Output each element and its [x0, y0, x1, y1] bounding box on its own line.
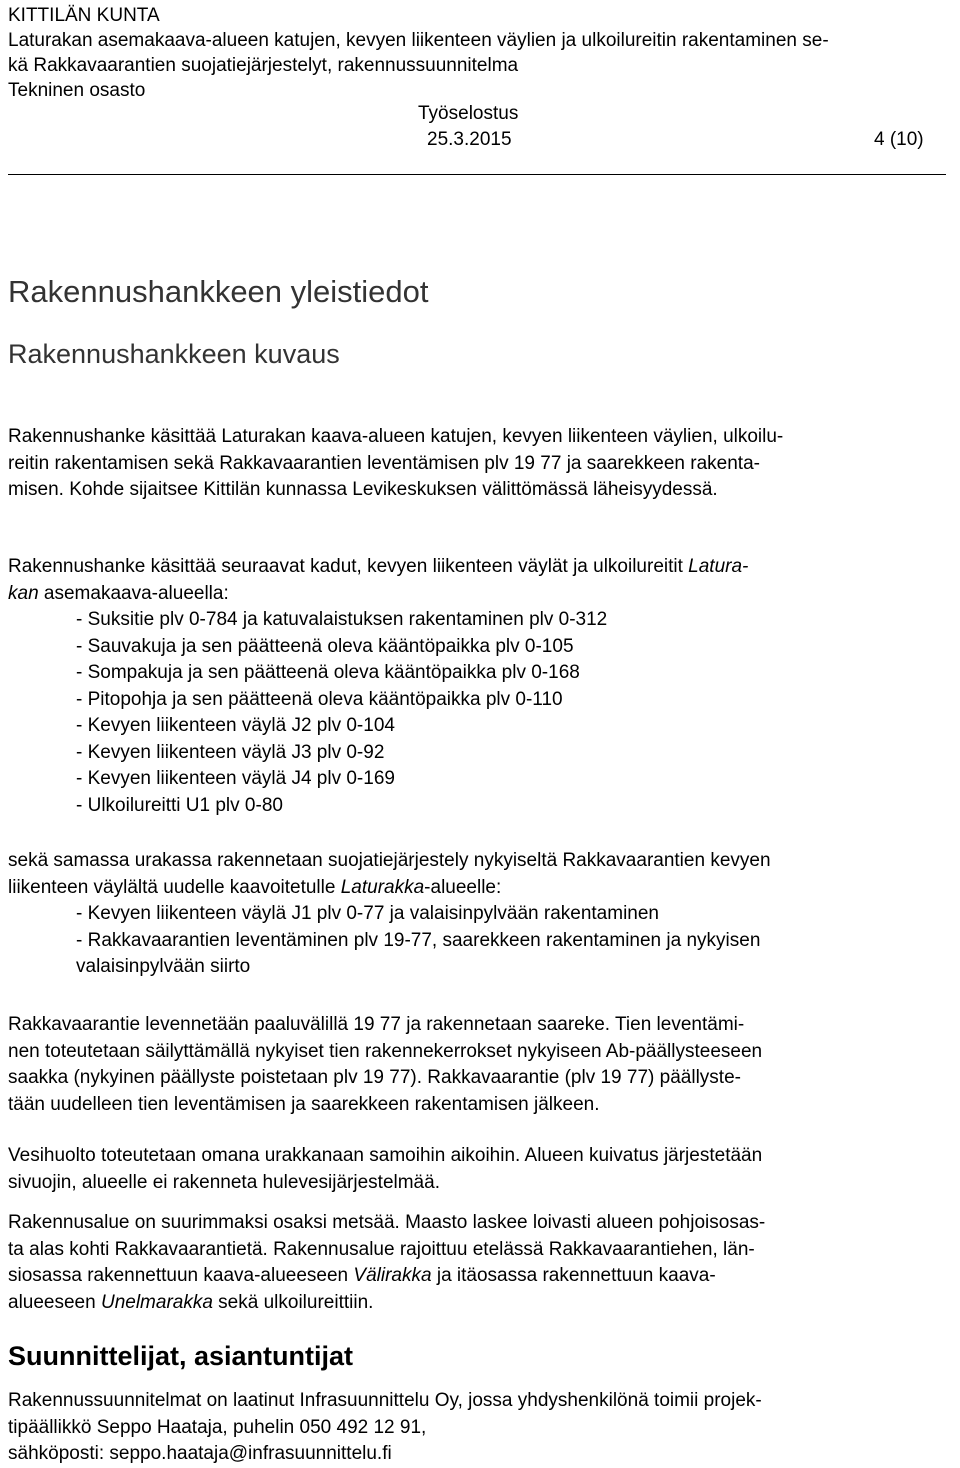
list-item: - Sompakuja ja sen päätteenä oleva kääntöpaikka plv 0-168 [76, 662, 580, 683]
text-line [8, 1290, 952, 1317]
paragraph-streets [8, 554, 952, 819]
text-span: asemakaava-alueella: [38, 582, 229, 604]
text-line [8, 875, 952, 902]
text-line: nen toteutetaan säilyttämällä nykyiset tien rakennekerrokset nykyiseen Ab-päällysteeseen [8, 1040, 763, 1062]
text-line: sivuojin, alueelle ei rakenneta hulevesijärjestelmää. [8, 1171, 440, 1193]
header-project-line2: kä Rakkavaarantien suojatiejärjestelyt, rakennussuunnitelma [8, 55, 519, 76]
paragraph-description [8, 424, 952, 504]
text-line: saakka (nykyinen päällyste poistetaan plv 19 77). Rakkavaarantie (plv 19 77) päällyste- [8, 1067, 741, 1088]
heading-2: Rakennushankkeen kuvaus [8, 339, 340, 369]
text-line [8, 581, 952, 608]
header-project-line1: Laturakan asemakaava-alueen katujen, kevyen liikenteen väylien ja ulkoilureitin rakentaminen se- [8, 30, 829, 51]
text-span: liikenteen väylältä uudelle kaavoitetulle [8, 876, 341, 898]
list-item: - Pitopohja ja sen päätteenä oleva kääntöpaikka plv 0-110 [76, 688, 563, 710]
list-item: - Kevyen liikenteen väylä J2 plv 0-104 [76, 715, 395, 736]
text-line: tään uudelleen tien leventämisen ja saarekkeen rakentamisen jälkeen. [8, 1093, 600, 1115]
header-date: 25.3.2015 [427, 129, 512, 150]
text-span: ja itäosassa rakennettuun kaava- [431, 1265, 716, 1286]
text-span: -alueelle: [424, 876, 502, 898]
text-line [8, 554, 952, 581]
header-department: Tekninen osasto [8, 80, 146, 101]
email-line: sähköposti: seppo.haataja@infrasuunnittelu.fi [8, 1443, 392, 1464]
list-item: - Suksitie plv 0-784 ja katuvalaistuksen rakentaminen plv 0-312 [76, 609, 608, 630]
list-item: - Kevyen liikenteen väylä J1 plv 0-77 ja valaisinpylvään rakentaminen [76, 903, 659, 924]
header-doc-type: Työselostus [418, 103, 519, 124]
list-item: - Kevyen liikenteen väylä J4 plv 0-169 [76, 768, 395, 789]
text-span: Rakennushanke käsittää seuraavat kadut, kevyen liikenteen väylät ja ulkoilureitit [8, 556, 689, 577]
header-page-number: 4 (10) [874, 129, 924, 150]
list-item: - Kevyen liikenteen väylä J3 plv 0-92 [76, 741, 385, 763]
text-line [8, 1263, 952, 1290]
text-line: Rakennusalue on suurimmaksi osaksi metsää. Maasto laskee loivasti alueen pohjoisosas- [8, 1212, 766, 1233]
header-divider [8, 174, 946, 175]
list-item-continuation: valaisinpylvään siirto [76, 956, 251, 977]
italic-text: Laturakka [340, 876, 425, 898]
text-line: Rakennussuunnitelmat on laatinut Infrasuunnittelu Oy, jossa yhdyshenkilönä toimii projek- [8, 1390, 762, 1411]
italic-text: Välirakka [353, 1265, 432, 1286]
header-org: KITTILÄN KUNTA [8, 5, 160, 26]
text-span: sekä ulkoilureittiin. [212, 1291, 374, 1313]
text-span: siosassa rakennettuun kaava-alueeseen [8, 1265, 354, 1286]
paragraph-crossing [8, 848, 952, 981]
list-item: - Ulkoilureitti U1 plv 0-80 [76, 794, 283, 816]
text-line: sekä samassa urakassa rakennetaan suojatiejärjestely nykyiseltä Rakkavaarantien kevyen [8, 850, 771, 871]
paragraph-widening [8, 1012, 952, 1118]
italic-text: Unelmarakka [100, 1291, 213, 1313]
heading-3: Suunnittelijat, asiantuntijat [8, 1341, 354, 1371]
text-line: ta alas kohti Rakkavaarantietä. Rakennusalue rajoittuu etelässä Rakkavaarantiehen, län- [8, 1238, 755, 1260]
italic-text: kan [8, 582, 39, 604]
text-line: reitin rakentamisen sekä Rakkavaarantien leventämisen plv 19 77 ja saarekkeen rakenta- [8, 452, 760, 474]
text-line: Rakkavaarantie levennetään paaluvälillä 19 77 ja rakennetaan saareke. Tien leventämi- [8, 1014, 745, 1035]
text-line: tipäällikkö Seppo Haataja, puhelin 050 492 12 91, [8, 1416, 427, 1438]
paragraph-designers [8, 1388, 952, 1468]
text-line: Rakennushanke käsittää Laturakan kaava-alueen katujen, kevyen liikenteen väylien, ulkoilu- [8, 426, 784, 447]
list-item: - Rakkavaarantien leventäminen plv 19-77, saarekkeen rakentaminen ja nykyisen [76, 929, 761, 951]
list-item: - Sauvakuja ja sen päätteenä oleva kääntöpaikka plv 0-105 [76, 635, 574, 657]
paragraph-water [8, 1143, 952, 1196]
text-line: Vesihuolto toteutetaan omana urakkanaan samoihin aikoihin. Alueen kuivatus järjestetään [8, 1145, 763, 1166]
text-span: alueeseen [8, 1291, 101, 1313]
paragraph-terrain [8, 1210, 952, 1316]
heading-1: Rakennushankkeen yleistiedot [8, 274, 429, 309]
italic-text: Latura- [688, 556, 749, 577]
text-line: misen. Kohde sijaitsee Kittilän kunnassa Levikeskuksen välittömässä läheisyydessä. [8, 479, 718, 500]
